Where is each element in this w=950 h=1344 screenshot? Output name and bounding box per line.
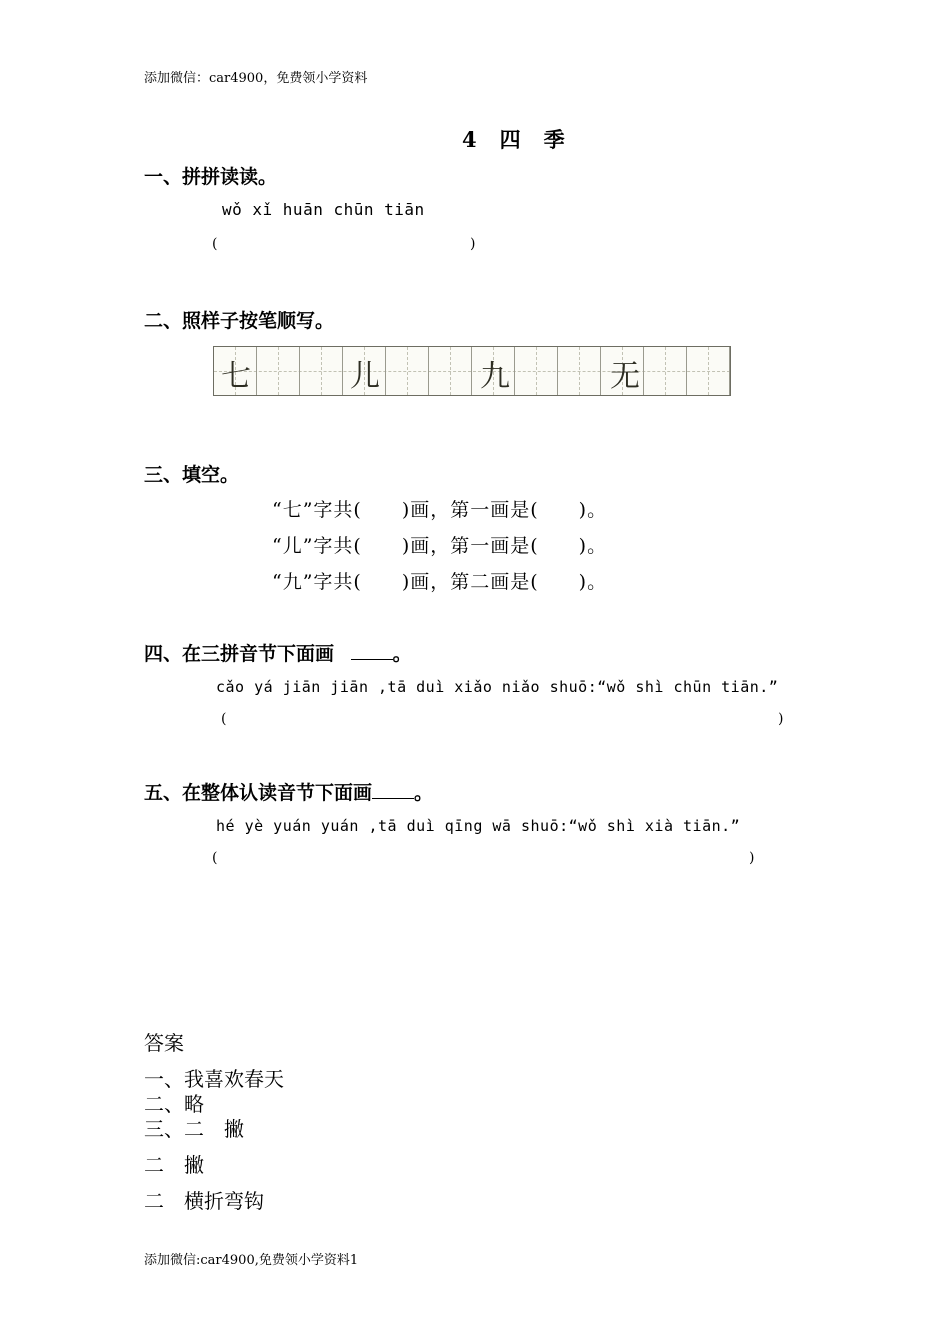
fill-line-1: “七”字共( )画，第一画是( )。 (272, 499, 608, 521)
section-5-heading (144, 778, 433, 805)
footer-note-text: 添加微信:car4900,免费领小学资料 (144, 1253, 350, 1268)
underline-sample (351, 645, 393, 660)
grid-char-er: 儿 (350, 359, 380, 394)
grid-char-jiu: 九 (480, 359, 510, 394)
footer-note (144, 1249, 358, 1268)
section-3-heading: 三、填空。 (144, 464, 240, 486)
section-4-pinyin: cǎo yá jiān jiān ,tā duì xiǎo niǎo shuō:“wǒ shì chūn tiān.” (216, 678, 779, 696)
section-5-pinyin: hé yè yuán yuán ,tā duì qīng wā shuō:“wǒ shì xià tiān.” (216, 817, 741, 835)
header-note: 添加微信：car4900，免费领小学资料 (144, 71, 368, 86)
section-4-paren-open: ( (221, 711, 227, 727)
section-1-heading: 一、拼拼读读。 (144, 166, 278, 188)
page-title: 4 四 季 (462, 127, 566, 152)
underline-sample (372, 784, 414, 799)
section-5-heading-text: 五、在整体认读音节下面画 (144, 782, 373, 804)
answer-line-1: 一、我喜欢春天 (144, 1067, 284, 1091)
fill-line-3: “九”字共( )画，第二画是( )。 (272, 571, 608, 593)
section-4-heading-text: 四、在三拼音节下面画 (144, 643, 335, 665)
section-1-pinyin: wǒ xǐ huān chūn tiān (222, 200, 425, 219)
section-1-paren-open: ( (212, 236, 218, 252)
fill-line-2: “儿”字共( )画，第一画是( )。 (272, 535, 608, 557)
section-1-paren-close: ) (470, 236, 476, 252)
answer-line-4: 二 撇 (144, 1153, 204, 1177)
section-5-paren-close: ) (749, 850, 755, 866)
section-5-heading-end: 。 (414, 782, 434, 804)
answers-title: 答案 (144, 1031, 184, 1055)
section-2-heading: 二、照样子按笔顺写。 (144, 310, 335, 332)
section-4-paren-close: ) (778, 711, 784, 727)
section-5-paren-open: ( (212, 850, 218, 866)
grid-char-wu: 无 (610, 359, 640, 394)
answer-line-3: 三、二 撇 (144, 1117, 244, 1141)
section-4-heading (144, 639, 412, 666)
writing-grid (213, 346, 731, 396)
page-number: 1 (349, 1253, 359, 1268)
answer-line-2: 二、略 (144, 1092, 204, 1116)
grid-char-qi: 七 (221, 359, 251, 394)
section-4-heading-end: 。 (392, 643, 412, 665)
answer-line-5: 二 横折弯钩 (144, 1189, 264, 1213)
